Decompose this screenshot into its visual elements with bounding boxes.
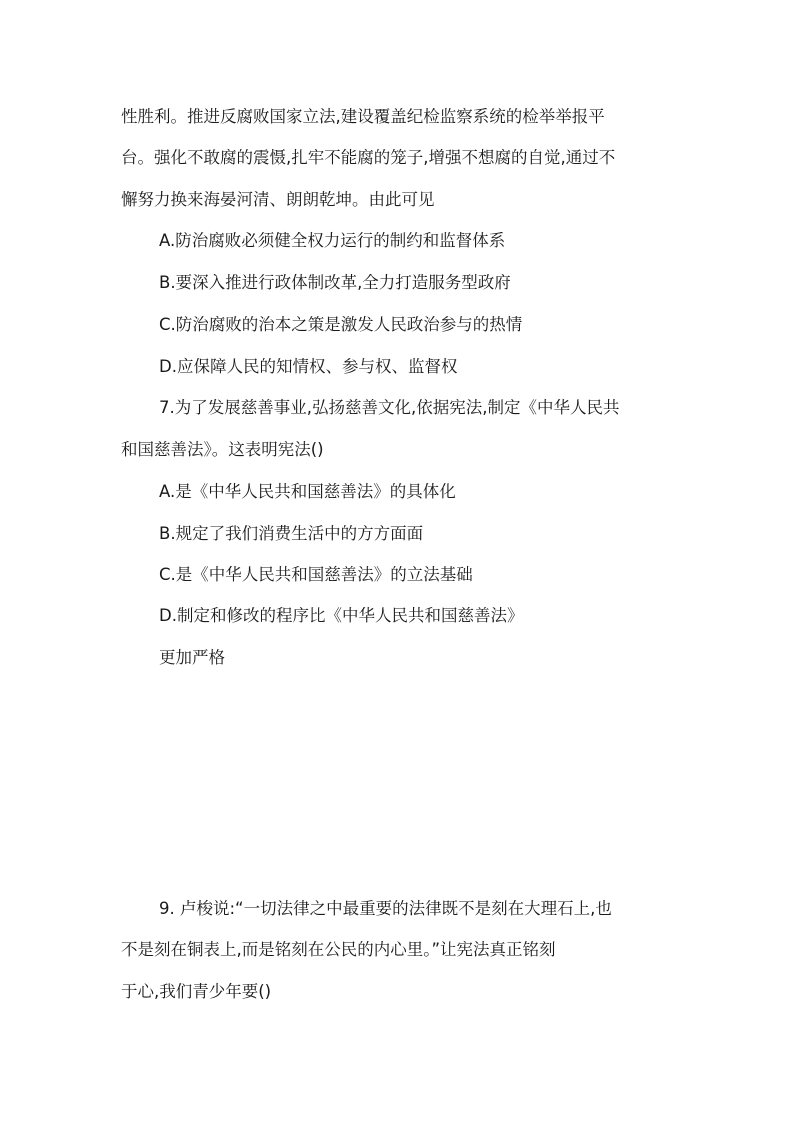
q7-option-b: B.规定了我们消费生活中的方方面面	[159, 524, 424, 543]
q7-stem-line: 和国慈善法》。这表明宪法()	[121, 440, 324, 459]
q7-stem-line: 7.为了发展慈善事业,弘扬慈善文化,依据宪法,制定《中华人民共	[159, 398, 620, 417]
q6-option-a: A.防治腐败必须健全权力运行的制约和监督体系	[159, 231, 506, 250]
q9-stem-line: 于心,我们青少年要()	[121, 982, 272, 1001]
paragraph-line: 懈努力换来海晏河清、朗朗乾坤。由此可见	[121, 190, 435, 209]
q7-option-d-continued: 更加严格	[159, 648, 225, 667]
paragraph-line: 台。强化不敢腐的震慑,扎牢不能腐的笼子,增强不想腐的自觉,通过不	[121, 148, 616, 167]
q6-option-c: C.防治腐败的治本之策是激发人民政治参与的热情	[159, 315, 523, 334]
q6-option-b: B.要深入推进行政体制改革,全力打造服务型政府	[159, 273, 511, 292]
q9-stem-line: 不是刻在铜表上,而是铭刻在公民的内心里。”让宪法真正铭刻	[121, 940, 556, 959]
q6-option-d: D.应保障人民的知情权、参与权、监督权	[159, 357, 458, 376]
q7-option-a: A.是《中华人民共和国慈善法》的具体化	[159, 482, 456, 501]
q9-stem-line: 9. 卢梭说:“一切法律之中最重要的法律既不是刻在大理石上,也	[159, 899, 612, 918]
paragraph-line: 性胜利。推进反腐败国家立法,建设覆盖纪检监察系统的检举举报平	[121, 107, 605, 126]
q7-option-c: C.是《中华人民共和国慈善法》的立法基础	[159, 565, 473, 584]
q7-option-d: D.制定和修改的程序比《中华人民共和国慈善法》	[159, 606, 524, 625]
